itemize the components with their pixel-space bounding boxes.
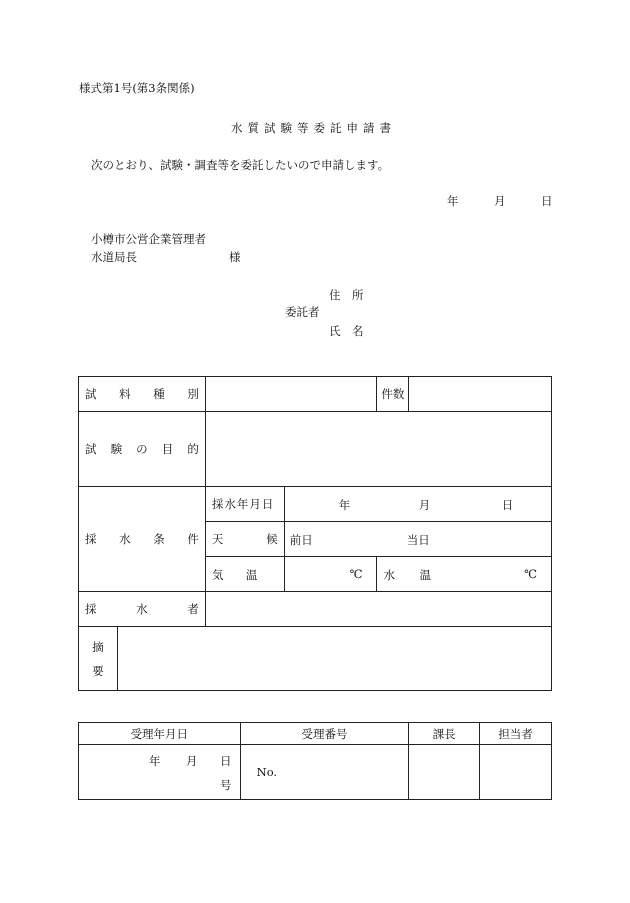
consignor-label: 委託者	[285, 305, 320, 319]
date-month-label: 月	[494, 194, 506, 208]
sample-type-field[interactable]	[205, 377, 377, 412]
remarks-field[interactable]	[117, 627, 551, 691]
air-temp-field[interactable]: ℃	[284, 557, 377, 592]
conditions-label: 採 水 条 件	[79, 487, 206, 592]
sample-type-label: 試 料 種 別	[79, 377, 206, 412]
purpose-field[interactable]	[205, 412, 551, 487]
staff-stamp[interactable]	[480, 745, 552, 800]
received-date-field[interactable]: 年 月 日 号	[79, 745, 241, 800]
sampling-date-row	[79, 487, 552, 522]
water-temp-cell[interactable]: 水 温 ℃	[377, 557, 552, 592]
received-date-header: 受理年月日	[79, 723, 241, 745]
receipt-number-header: 受理番号	[240, 723, 409, 745]
sampler-row	[79, 592, 552, 627]
count-label: 件数	[377, 377, 409, 412]
sampling-date-label: 採水年月日	[205, 487, 284, 522]
sampling-date-field[interactable]: 年 月 日	[284, 487, 551, 522]
purpose-row	[79, 412, 552, 487]
weather-field[interactable]: 前日 当日	[284, 522, 551, 557]
addressee-honorific: 様	[229, 250, 241, 264]
air-temp-label: 気 温	[205, 557, 284, 592]
staff-header: 担当者	[480, 723, 552, 745]
sampler-field[interactable]	[205, 592, 551, 627]
date-year-label: 年	[447, 194, 459, 208]
sampler-label: 採 水 者	[79, 592, 206, 627]
office-data-row	[79, 745, 552, 800]
section-chief-stamp[interactable]	[409, 745, 480, 800]
address-label: 住 所	[329, 288, 364, 302]
addressee-line2: 水道局長	[91, 250, 137, 264]
date-day-label: 日	[541, 194, 553, 208]
sample-type-row	[79, 377, 552, 412]
application-table	[78, 376, 552, 691]
purpose-label: 試 験 の 目 的	[79, 412, 206, 487]
form-number: 様式第1号(第3条関係)	[79, 81, 195, 95]
weather-label: 天 候	[205, 522, 284, 557]
section-chief-header: 課長	[409, 723, 480, 745]
receipt-number-field[interactable]: No.	[240, 745, 409, 800]
page-title: 水質試験等委託申請書	[231, 121, 396, 135]
remarks-row	[79, 627, 552, 691]
office-table	[78, 722, 552, 800]
addressee-line1: 小樽市公営企業管理者	[91, 232, 206, 246]
intro-text: 次のとおり、試験・調査等を委託したいので申請します。	[91, 158, 390, 172]
office-header-row	[79, 723, 552, 745]
remarks-label: 摘 要	[79, 627, 118, 691]
name-label: 氏 名	[329, 324, 364, 338]
count-field[interactable]	[409, 377, 552, 412]
